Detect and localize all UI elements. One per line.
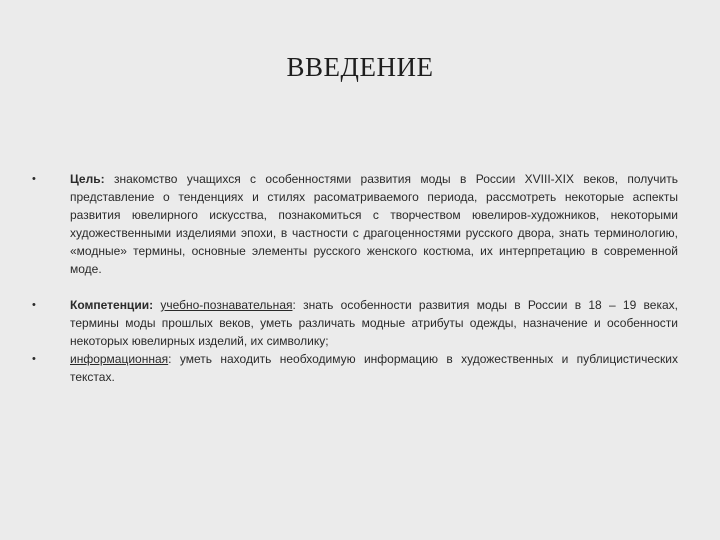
competency-educational-text: : знать особенности развития моды в России в 18 – 19 веках, термины моды прошлых веков, уметь различать модные атрибуты одежды, назначение и особенности некоторых ювелирных изделий, их символику;: [70, 298, 678, 348]
list-item-competencies: [30, 296, 678, 350]
bullet-icon: •: [32, 299, 36, 311]
competencies-label: Компетенции:: [70, 298, 154, 312]
competency-informational: информационная: [70, 352, 169, 366]
goal-text: знакомство учащихся с особенностями развития моды в России XVIII-XIX веков, получить представление о тенденциях и стилях расоматриваемого периода, рассмотреть некоторые аспекты развития ювелирного искусства, познакомиться с творчеством ювелиров-художников, некоторыми художественными изделиями эпохи, в частности с драгоценностями русского двора, знать терминологию, «модные» термины, основные элементы русского женского костюма, их интерпретацию в современной моде.: [70, 172, 678, 276]
competency-educational: учебно-познавательная: [160, 298, 293, 312]
goal-label: Цель:: [70, 172, 105, 186]
competency-informational-text: : уметь находить необходимую информацию в художественных и публицистических текстах.: [70, 352, 678, 384]
list-item-goal: [30, 170, 678, 278]
bullet-icon: •: [32, 353, 36, 365]
list-item-informational: [30, 350, 678, 386]
slide-title: ВВЕДЕНИЕ: [286, 52, 434, 82]
content-list: [30, 170, 678, 386]
bullet-icon: •: [32, 173, 36, 185]
